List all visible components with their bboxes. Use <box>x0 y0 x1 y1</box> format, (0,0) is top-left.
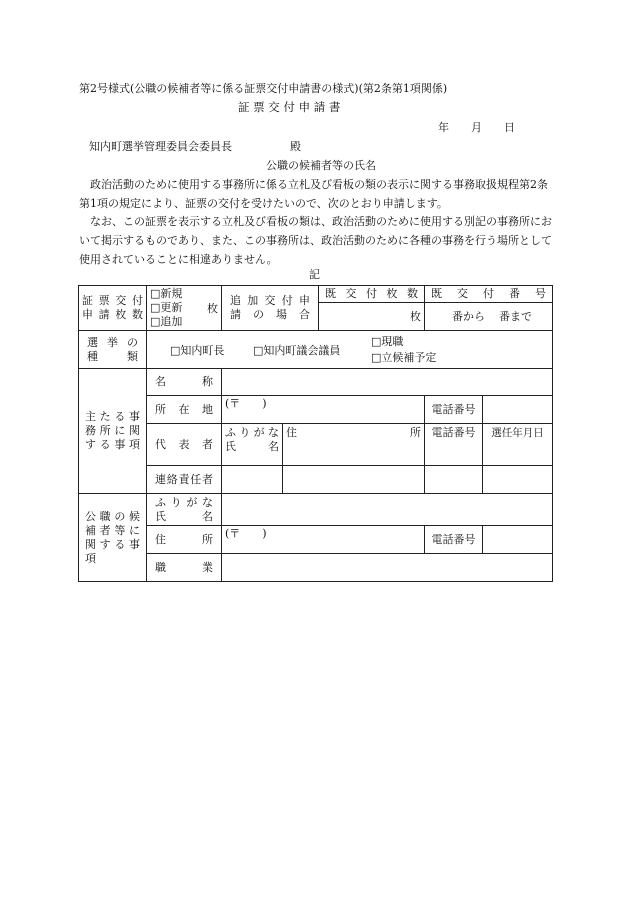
date-line: 年 月 日 <box>438 121 515 134</box>
contact-person-name-field[interactable] <box>222 466 283 494</box>
office-phone-field[interactable] <box>483 396 553 424</box>
candidate-name-label: ふりがな 氏名 <box>147 494 222 526</box>
office-name-label: 名称 <box>147 369 222 396</box>
office-phone-label: 電話番号 <box>425 396 483 424</box>
ki-mark: 記 <box>309 268 320 281</box>
application-table <box>78 285 553 582</box>
issued-number-header: 既 交 付 番 号 <box>425 286 553 303</box>
checkbox-planned[interactable]: □立候補予定 <box>371 351 437 364</box>
checkbox-council[interactable]: □知内町議会議員 <box>253 344 341 357</box>
candidate-section-label: 公職の候 補者等に 関する事 項 <box>79 494 147 582</box>
checkbox-mayor[interactable]: □知内町長 <box>170 344 225 357</box>
contact-person-address-field[interactable] <box>283 466 425 494</box>
candidate-address-field[interactable]: (〒 ) <box>222 526 425 554</box>
candidate-phone-label: 電話番号 <box>425 526 483 554</box>
representative-address-cell[interactable]: 住 所 <box>283 424 425 466</box>
paragraph-request: 政治活動のために使用する事務所に係る立札及び看板の類の表示に関する事務取扱規程第2条第1項の規定により、証票の交付を受けたいので、次のとおり申請します。 <box>79 178 548 210</box>
paragraph-declaration: なお、この証票を表示する立札及び看板の類は、政治活動のために使用する別記の事務所において掲示するものであり、また、この事務所は、政治活動のために各種の事務を行う場所として使用されていることに相違ありません。 <box>79 215 552 266</box>
document-title: 証 票 交 付 申 請 書 <box>238 100 341 114</box>
checkbox-incumbent[interactable]: □現職 <box>371 335 404 348</box>
additional-request-label: 追加交付申 請の場合 <box>222 286 319 331</box>
candidate-phone-field[interactable] <box>483 526 553 554</box>
candidate-name-field[interactable] <box>222 494 553 526</box>
representative-label: 代表者 <box>147 424 222 466</box>
checkbox-renew[interactable]: □更新 <box>150 301 183 314</box>
representative-name-cell[interactable]: ふりがな 氏名 <box>222 424 283 466</box>
application-type-cell <box>147 286 222 331</box>
office-location-field[interactable]: (〒 ) <box>222 396 425 424</box>
office-location-label: 所在地 <box>147 396 222 424</box>
honorific: 殿 <box>290 140 301 153</box>
addressee: 知内町選挙管理委員会委員長 <box>89 140 232 153</box>
contact-person-label: 連絡責任者 <box>147 466 222 494</box>
candidate-address-label: 住所 <box>147 526 222 554</box>
contact-person-phone-field[interactable] <box>425 466 483 494</box>
candidate-occupation-field[interactable] <box>222 554 553 582</box>
representative-phone-label: 電話番号 <box>425 424 483 466</box>
checkbox-add[interactable]: □追加 <box>150 315 183 328</box>
issued-number-field[interactable]: 番から 番まで <box>425 303 553 331</box>
certificate-count-label: 証票交付 申請枚数 <box>79 286 147 331</box>
issued-count-header: 既交付枚数 <box>319 286 425 303</box>
contact-person-date-field[interactable] <box>483 466 553 494</box>
applicant-name-label: 公職の候補者等の氏名 <box>266 159 376 172</box>
sheets-unit: 枚 <box>207 302 218 315</box>
form-title: 第2号様式(公職の候補者等に係る証票交付申請書の様式)(第2条第1項関係) <box>79 82 448 95</box>
candidate-occupation-label: 職業 <box>147 554 222 582</box>
election-type-label: 選挙の 種類 <box>79 331 147 369</box>
office-section-label: 主たる事 務所に関 する事項 <box>79 369 147 494</box>
checkbox-new[interactable]: □新規 <box>150 287 183 300</box>
appointed-date-label: 選任年月日 <box>483 424 553 466</box>
issued-count-field[interactable]: 枚 <box>319 303 425 331</box>
office-name-field[interactable] <box>222 369 553 396</box>
election-type-options <box>147 331 553 369</box>
